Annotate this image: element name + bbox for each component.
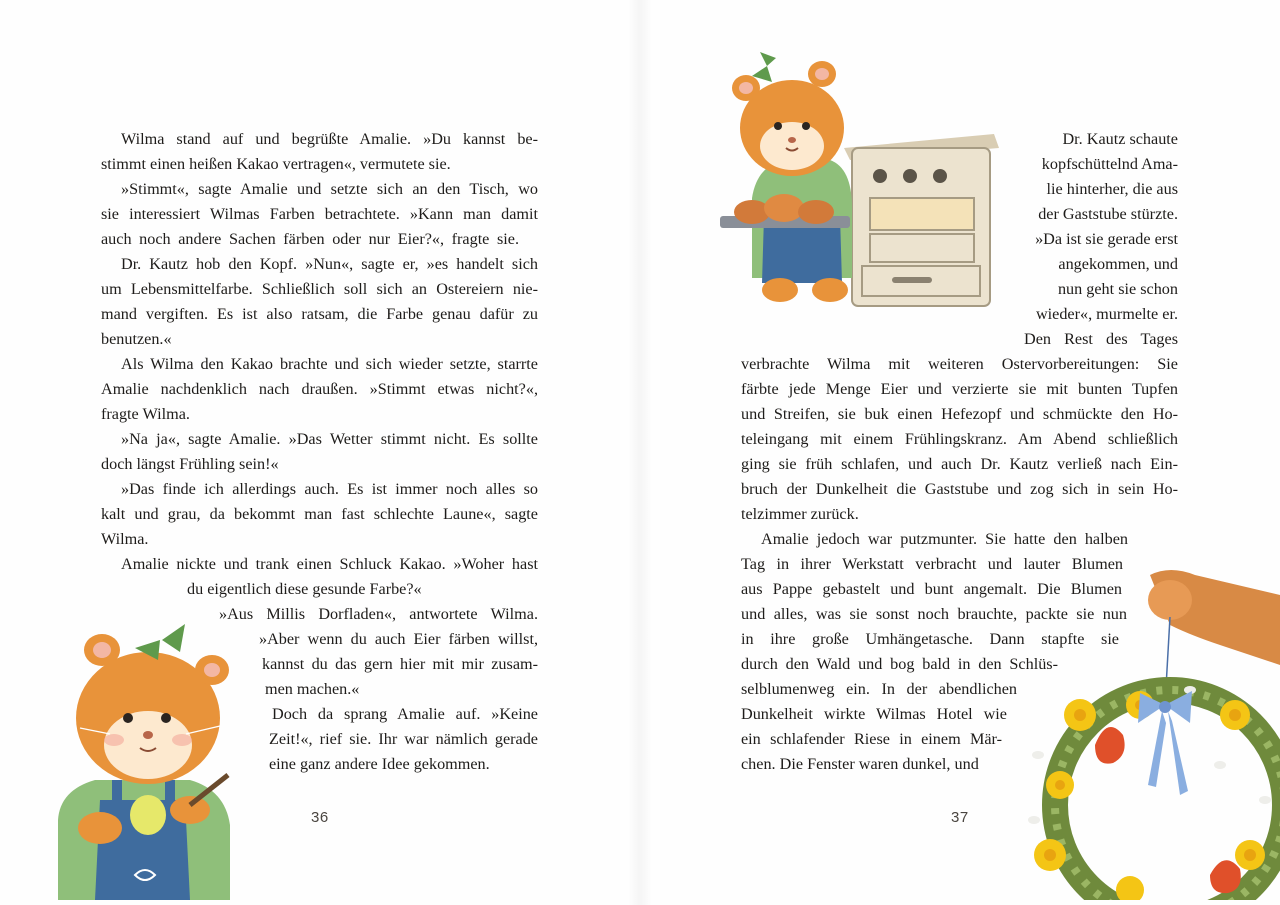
text-line: telzimmer zurück. xyxy=(741,505,859,523)
text-line: stimmt einen heißen Kakao vertragen«, vermutete sie. xyxy=(101,155,451,173)
text-line: lie hinterher, die aus xyxy=(1046,180,1178,198)
page-number-right: 37 xyxy=(951,809,969,826)
text-line: Tag in ihrer Werkstatt verbracht und lauter Blumen xyxy=(741,555,1123,573)
text-line: chen. Die Fenster waren dunkel, und xyxy=(741,755,979,773)
text-line: um Lebensmittelfarbe. Schließlich soll sich an Ostereiern nie- xyxy=(101,280,538,298)
text-line: Zeit!«, rief sie. Ihr war nämlich gerade xyxy=(269,730,538,748)
text-line: men machen.« xyxy=(265,680,360,698)
text-line: durch den Wald und bog bald in den Schlüs- xyxy=(741,655,1058,673)
text-line: Als Wilma den Kakao brachte und sich wieder setzte, starrte xyxy=(121,355,538,373)
page-number-left: 36 xyxy=(311,809,329,826)
text-line: Wilma stand auf und begrüßte Amalie. »Du kannst be- xyxy=(121,130,538,148)
text-line: sie interessiert Wilmas Farben betrachtete. »Kann man damit xyxy=(101,205,538,223)
text-line: »Stimmt«, sagte Amalie und setzte sich an den Tisch, wo xyxy=(121,180,538,198)
easter-wreath-icon xyxy=(1020,555,1280,900)
text-line: kalt und grau, da bekommt man fast schlechte Laune«, sagte xyxy=(101,505,538,523)
text-line: und Streifen, sie buk einen Hefezopf und schmückte den Ho- xyxy=(741,405,1178,423)
text-line: und alles, was sie sonst noch brauchte, packte sie nun xyxy=(741,605,1127,623)
text-line: fragte Wilma. xyxy=(101,405,190,423)
text-line: wieder«, murmelte er. xyxy=(1035,305,1178,323)
text-line: färbte jede Menge Eier und verzierte sie mit bunten Tupfen xyxy=(741,380,1178,398)
text-line: selblumenweg ein. In der abendlichen xyxy=(741,680,1017,698)
text-line: auch noch andere Sachen färben oder nur Eier?«, fragte sie. xyxy=(101,230,519,248)
text-line: eine ganz andere Idee gekommen. xyxy=(269,755,490,773)
text-line: der Gaststube stürzte. xyxy=(1038,205,1178,223)
text-line: nun geht sie schon xyxy=(1057,280,1178,298)
text-line: mand vergiften. Es ist also ratsam, die Farbe genau dafür zu xyxy=(101,305,538,323)
text-line: Dr. Kautz schaute xyxy=(1062,130,1178,148)
text-line: Dr. Kautz hob den Kopf. »Nun«, sagte er, »es handelt sich xyxy=(121,255,538,273)
text-line: Amalie nickte und trank einen Schluck Kakao. »Woher hast xyxy=(121,555,538,573)
text-line: bruch der Dunkelheit die Gaststube und zog sich in sein Ho- xyxy=(741,480,1178,498)
text-line: ein schlafender Riese in einem Mär- xyxy=(741,730,1002,748)
text-line: »Na ja«, sagte Amalie. »Das Wetter stimmt nicht. Es sollte xyxy=(121,430,538,448)
text-line: ging sie früh schlafen, und auch Dr. Kautz verließ nach Ein- xyxy=(741,455,1178,473)
hamster-painting-egg-icon xyxy=(40,610,255,900)
text-line: Doch da sprang Amalie auf. »Keine xyxy=(272,705,538,723)
text-line: »Das finde ich allerdings auch. Es ist immer noch alles so xyxy=(121,480,538,498)
text-line: benutzen.« xyxy=(101,330,172,348)
text-line: kopfschüttelnd Ama- xyxy=(1041,155,1178,173)
text-line: teleingang mit einem Frühlingskranz. Am Abend schließlich xyxy=(741,430,1178,448)
text-line: Amalie nachdenklich nach draußen. »Stimmt etwas nicht?«, xyxy=(101,380,538,398)
text-line: doch längst Frühling sein!« xyxy=(101,455,279,473)
book-gutter xyxy=(628,0,652,905)
text-line: kannst du das gern hier mit mir zusam- xyxy=(262,655,538,673)
text-line: Dunkelheit wirkte Wilmas Hotel wie xyxy=(741,705,1007,723)
text-line: verbrachte Wilma mit weiteren Ostervorbereitungen: Sie xyxy=(741,355,1178,373)
text-line: »Aus Millis Dorfladen«, antwortete Wilma. xyxy=(219,605,538,623)
text-line: angekommen, und xyxy=(1058,255,1178,273)
text-line: Wilma. xyxy=(101,530,149,548)
text-line: aus Pappe gebastelt und bunt angemalt. Die Blumen xyxy=(741,580,1122,598)
text-line: du eigentlich diese gesunde Farbe?« xyxy=(187,580,422,598)
hamster-baking-icon xyxy=(712,48,1002,313)
text-line: »Da ist sie gerade erst xyxy=(1035,230,1178,248)
text-line: Den Rest des Tages xyxy=(1024,330,1178,348)
text-line: »Aber wenn du auch Eier färben willst, xyxy=(259,630,538,648)
text-line: in ihre große Umhängetasche. Dann stapfte sie xyxy=(741,630,1119,648)
text-line: Amalie jedoch war putzmunter. Sie hatte den halben xyxy=(761,530,1128,548)
